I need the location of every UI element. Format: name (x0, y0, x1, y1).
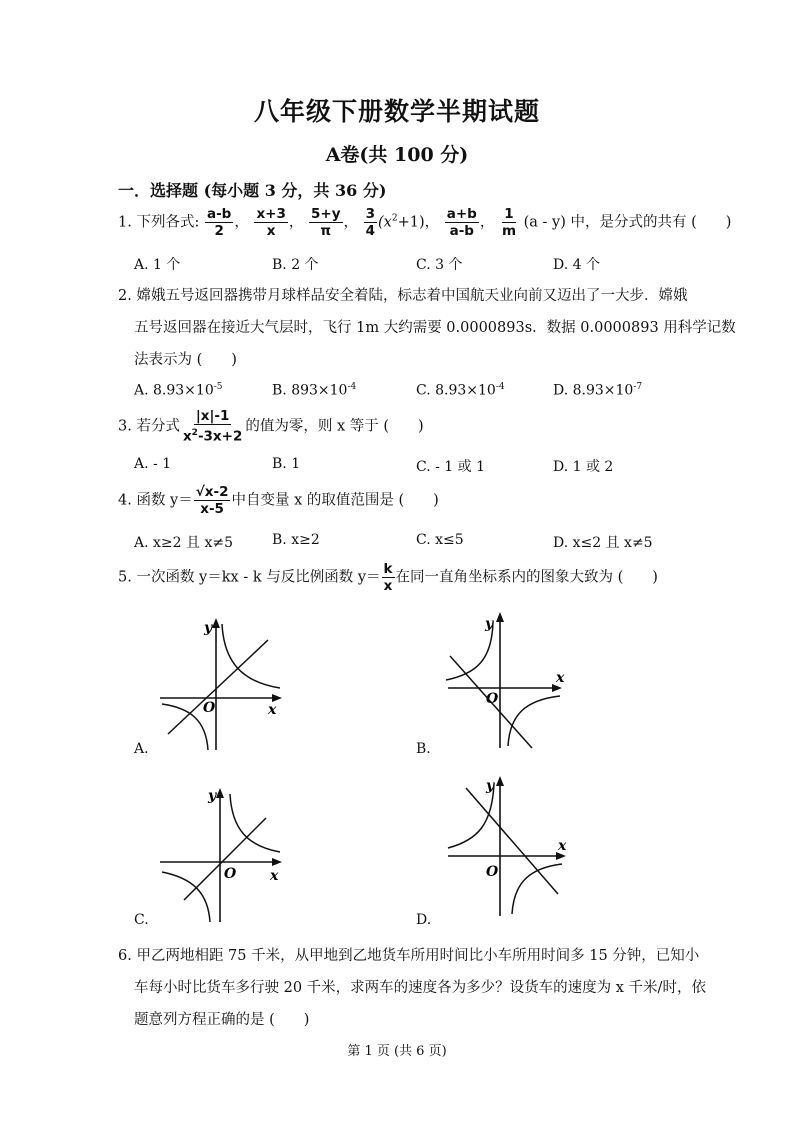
q5-graph-a-origin-label: O (203, 700, 216, 716)
q3-option-a[interactable]: A. - 1 (134, 456, 172, 472)
q5-graph-d[interactable] (440, 770, 580, 920)
q5-option-b[interactable]: B. (416, 741, 431, 757)
question-6-line-3: 题意列方程正确的是 ( ) (134, 1012, 310, 1028)
question-2-line-2: 五号返回器在接近大气层时，飞行 1m 大约需要 0.0000893s．数据 0.0000893 用科学记数 (134, 320, 736, 336)
question-5: 5. 一次函数 y＝kx - k 与反比例函数 y＝ $\frac{k}{x}$ 在同一直角坐标系内的图象大致为 ( ) (118, 561, 658, 594)
q4-fraction: $\frac{√x-2}{x-5}$ (195, 484, 229, 517)
page-footer: 第 1 页 (共 6 页) (347, 1044, 447, 1059)
q5-graph-d-x-label: x (558, 838, 567, 854)
q1-fraction-6: $\frac{1}{m}$ (501, 206, 517, 239)
q4-option-a[interactable]: A. x≥2 且 x≠5 (134, 535, 233, 551)
q5-option-d[interactable]: D. (416, 912, 432, 928)
q2-option-d[interactable]: D. $8.93\times 10^{-7}$ (553, 382, 643, 399)
q5-graph-a-x-label: x (268, 702, 277, 718)
question-3: 3. 若分式 $\frac{|x|-1}{x^2-3x+2}$ 的值为零，则 x 等于 ( ) (118, 408, 424, 445)
q2-option-a[interactable]: A. $8.93\times 10^{-5}$ (134, 382, 223, 399)
q5-graph-b-y-label: y (485, 616, 494, 632)
q5-graph-c-origin-label: O (224, 866, 237, 882)
q1-suffix: (a - y) 中，是分式的共有 ( ) (523, 214, 732, 231)
q5-fraction: $\frac{k}{x}$ (383, 561, 393, 594)
question-6-line-2: 车每小时比货车多行驶 20 千米，求两车的速度各为多少？设货车的速度为 x 千米/时，依 (134, 980, 706, 996)
page-title: 八年级下册数学半期试题 (253, 97, 540, 126)
q1-option-d[interactable]: D. 4 个 (553, 257, 600, 273)
q5-graph-b-origin-label: O (486, 691, 499, 707)
question-6-line-1: 6. 甲乙两地相距 75 千米，从甲地到乙地货车所用时间比小车所用时间多 15 分钟，已知小 (118, 948, 700, 964)
q5-graph-c-y-label: y (208, 788, 217, 804)
q1-fraction-3: $\frac{5+y}{\pi}$ (310, 206, 341, 239)
q5-graph-c-x-label: x (270, 868, 279, 884)
q1-option-a[interactable]: A. 1 个 (134, 257, 181, 273)
q3-option-b[interactable]: B. 1 (272, 456, 301, 472)
q2-option-b[interactable]: B. $893\times 10^{-4}$ (272, 382, 357, 399)
q5-graph-c[interactable] (152, 780, 292, 930)
q1-option-b[interactable]: B. 2 个 (272, 257, 319, 273)
q3-option-c[interactable]: C. - 1 或 1 (416, 459, 486, 475)
section-subtitle: A卷(共 100 分) (325, 144, 469, 166)
q4-option-d[interactable]: D. x≤2 且 x≠5 (553, 535, 653, 551)
q5-option-c[interactable]: C. (134, 912, 149, 928)
question-1: 1. 下列各式: $\frac{a-b}{2}$ ， $\frac{x+3}{x}$ ， $\frac{5+y}{\pi}$ ， $\frac{3}{4}$ $(x^2+1)$， $\frac{a+b}{a-b}$ ， $\frac{1}{m}$ (a - y) 中，是分式的共有 ( ) (118, 206, 732, 239)
question-2-line-1: 2. 嫦娥五号返回器携带月球样品安全着陆，标志着中国航天业向前又迈出了一大步．嫦娥 (118, 288, 688, 304)
question-4: 4. 函数 y＝ $\frac{√x-2}{x-5}$ 中自变量 x 的取值范围是 ( ) (118, 484, 439, 517)
q3-option-d[interactable]: D. 1 或 2 (553, 459, 614, 475)
q5-graph-a[interactable] (150, 610, 290, 760)
q1-fraction-4: $\frac{3}{4}$ (365, 206, 376, 239)
q1-fraction-5: $\frac{a+b}{a-b}$ (446, 206, 477, 239)
q1-option-c[interactable]: C. 3 个 (416, 257, 463, 273)
q1-fraction-2: $\frac{x+3}{x}$ (256, 206, 286, 239)
q5-graph-b[interactable] (440, 608, 580, 758)
q3-fraction: $\frac{|x|-1}{x^2-3x+2}$ (182, 408, 243, 445)
q5-option-a[interactable]: A. (134, 741, 149, 757)
q5-graph-a-y-label: y (204, 620, 213, 636)
q5-graph-b-x-label: x (556, 670, 565, 686)
q4-option-c[interactable]: C. x≤5 (416, 532, 464, 548)
q5-graph-d-y-label: y (486, 778, 495, 794)
q2-option-c[interactable]: C. $8.93\times 10^{-4}$ (416, 382, 505, 399)
q4-option-b[interactable]: B. x≥2 (272, 532, 320, 548)
q1-prefix: 1. 下列各式: (118, 214, 200, 231)
q5-graph-d-origin-label: O (486, 864, 499, 880)
section-heading-choice: 一．选择题 (每小题 3 分，共 36 分) (118, 181, 387, 200)
question-2-line-3: 法表示为 ( ) (134, 352, 237, 368)
q1-fraction-1: $\frac{a-b}{2}$ (206, 206, 232, 239)
